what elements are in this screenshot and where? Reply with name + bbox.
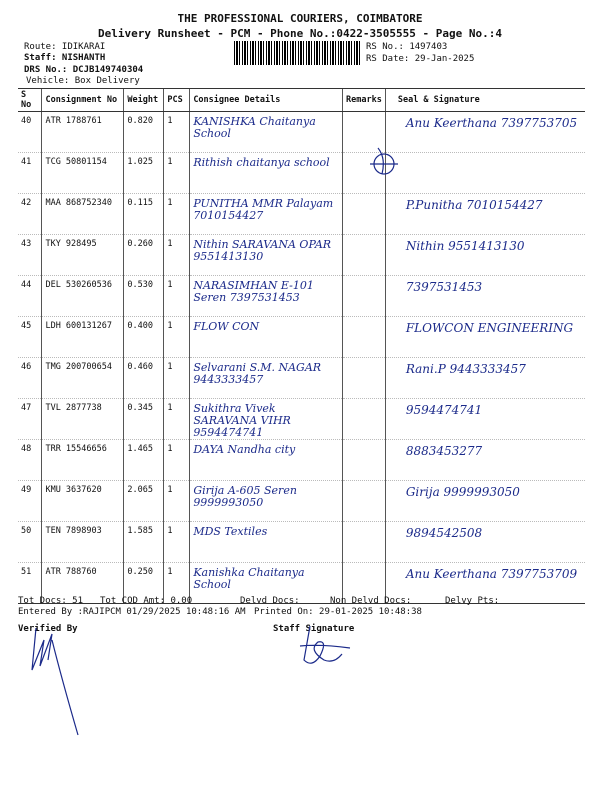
row-consignment-no: ATR 1788761 — [42, 112, 124, 153]
delvy-pts: Delvy Pts: — [445, 596, 500, 606]
col-remarks: Remarks — [343, 89, 386, 112]
row-signature: 9894542508 — [385, 522, 585, 563]
row-signature: Anu Keerthana 7397753709 — [385, 563, 585, 604]
row-consignee-details: Girija A-605 Seren 9999993050 — [190, 481, 343, 522]
col-consignee: Consignee Details — [190, 89, 343, 112]
col-sno: S No — [18, 89, 42, 112]
row-consignment-no: TEN 7898903 — [42, 522, 124, 563]
row-weight: 0.115 — [124, 194, 164, 235]
row-pcs: 1 — [164, 358, 190, 399]
row-sno: 51 — [18, 563, 42, 604]
row-signature: Anu Keerthana 7397753705 — [385, 112, 585, 153]
col-signature: Seal & Signature — [385, 89, 585, 112]
runsheet-title: Delivery Runsheet - PCM - Phone No.:0422-3505555 - Page No.:4 — [98, 27, 502, 40]
row-sno: 47 — [18, 399, 42, 440]
table-row — [18, 112, 585, 153]
row-pcs: 1 — [164, 235, 190, 276]
row-sno: 45 — [18, 317, 42, 358]
table-row — [18, 276, 585, 317]
row-pcs: 1 — [164, 194, 190, 235]
row-signature: 8883453277 — [385, 440, 585, 481]
row-signature: Nithin 9551413130 — [385, 235, 585, 276]
row-consignee-details: MDS Textiles — [190, 522, 343, 563]
row-pcs: 1 — [164, 153, 190, 194]
runsheet-table — [18, 88, 585, 604]
row-signature: 9594474741 — [385, 399, 585, 440]
row-remarks — [343, 276, 386, 317]
row-consignment-no: TVL 2877738 — [42, 399, 124, 440]
row-consignment-no: TMG 200700654 — [42, 358, 124, 399]
row-consignee-details: NARASIMHAN E-101 Seren 7397531453 — [190, 276, 343, 317]
row-remarks — [343, 235, 386, 276]
row-pcs: 1 — [164, 481, 190, 522]
row-pcs: 1 — [164, 440, 190, 481]
row-remarks — [343, 358, 386, 399]
row-pcs: 1 — [164, 276, 190, 317]
rithish-stamp-mark — [364, 144, 404, 184]
row-consignment-no: TKY 928495 — [42, 235, 124, 276]
row-pcs: 1 — [164, 563, 190, 604]
verifier-signature-mark — [22, 620, 92, 740]
row-sno: 42 — [18, 194, 42, 235]
row-sno: 41 — [18, 153, 42, 194]
row-consignee-details: Kanishka Chaitanya School — [190, 563, 343, 604]
staff-label: Staff: NISHANTH — [24, 53, 106, 63]
row-weight: 2.065 — [124, 481, 164, 522]
row-sno: 40 — [18, 112, 42, 153]
row-signature: P.Punitha 7010154427 — [385, 194, 585, 235]
row-signature: FLOWCON ENGINEERING — [385, 317, 585, 358]
staff-signature-mark — [290, 620, 360, 670]
printed-on: Printed On: 29-01-2025 10:48:38 — [254, 607, 422, 617]
row-consignee-details: Selvarani S.M. NAGAR 9443333457 — [190, 358, 343, 399]
row-signature: 7397531453 — [385, 276, 585, 317]
row-consignee-details: Rithish chaitanya school — [190, 153, 343, 194]
tot-cod: Tot COD Amt: 0.00 — [100, 596, 193, 606]
col-weight: Weight — [124, 89, 164, 112]
table-row — [18, 522, 585, 563]
drs-label: DRS No.: DCJB149740304 — [24, 65, 144, 75]
rs-no-label: RS No.: 1497403 — [366, 42, 448, 52]
row-consignee-details: DAYA Nandha city — [190, 440, 343, 481]
row-pcs: 1 — [164, 317, 190, 358]
row-remarks — [343, 481, 386, 522]
row-consignment-no: DEL 530260536 — [42, 276, 124, 317]
row-signature: Girija 9999993050 — [385, 481, 585, 522]
row-sno: 44 — [18, 276, 42, 317]
tot-docs: Tot Docs: 51 — [18, 596, 84, 606]
row-remarks — [343, 522, 386, 563]
table-row — [18, 440, 585, 481]
row-weight: 0.260 — [124, 235, 164, 276]
barcode — [234, 41, 360, 65]
col-pcs: PCS — [164, 89, 190, 112]
verified-by-label: Verified By — [18, 624, 78, 634]
rs-date-label: RS Date: 29-Jan-2025 — [366, 54, 475, 64]
row-consignment-no: ATR 788760 — [42, 563, 124, 604]
staff-signature-label: Staff Signature — [273, 624, 355, 634]
row-consignee-details: FLOW CON — [190, 317, 343, 358]
row-remarks — [343, 194, 386, 235]
table-row — [18, 235, 585, 276]
row-consignment-no: TCG 50801154 — [42, 153, 124, 194]
row-sno: 50 — [18, 522, 42, 563]
row-weight: 1.585 — [124, 522, 164, 563]
row-pcs: 1 — [164, 112, 190, 153]
row-weight: 0.250 — [124, 563, 164, 604]
row-remarks — [343, 399, 386, 440]
row-consignee-details: PUNITHA MMR Palayam 7010154427 — [190, 194, 343, 235]
delvd-docs: Delvd Docs: — [240, 596, 300, 606]
col-consignment: Consignment No — [42, 89, 124, 112]
row-signature: Rani.P 9443333457 — [385, 358, 585, 399]
row-remarks — [343, 317, 386, 358]
entered-by: Entered By :RAJIPCM 01/29/2025 10:48:16 AM — [18, 607, 246, 617]
row-sno: 46 — [18, 358, 42, 399]
vehicle-label: Vehicle: Box Delivery — [26, 76, 140, 86]
row-pcs: 1 — [164, 399, 190, 440]
row-remarks — [343, 440, 386, 481]
row-pcs: 1 — [164, 522, 190, 563]
company-title: THE PROFESSIONAL COURIERS, COIMBATORE — [177, 12, 423, 25]
row-consignee-details: Sukithra Vivek SARAVANA VIHR 9594474741 — [190, 399, 343, 440]
row-sno: 49 — [18, 481, 42, 522]
row-weight: 0.400 — [124, 317, 164, 358]
table-header-row — [18, 89, 585, 112]
row-sno: 48 — [18, 440, 42, 481]
table-row — [18, 399, 585, 440]
row-weight: 0.460 — [124, 358, 164, 399]
row-weight: 1.465 — [124, 440, 164, 481]
row-weight: 1.025 — [124, 153, 164, 194]
row-consignment-no: LDH 600131267 — [42, 317, 124, 358]
table-row — [18, 194, 585, 235]
row-consignment-no: KMU 3637620 — [42, 481, 124, 522]
table-row — [18, 481, 585, 522]
row-consignee-details: Nithin SARAVANA OPAR 9551413130 — [190, 235, 343, 276]
table-row — [18, 153, 585, 194]
row-consignment-no: MAA 868752340 — [42, 194, 124, 235]
row-consignee-details: KANISHKA Chaitanya School — [190, 112, 343, 153]
row-signature — [385, 153, 585, 194]
non-delvd-docs: Non Delvd Docs: — [330, 596, 412, 606]
row-weight: 0.345 — [124, 399, 164, 440]
row-sno: 43 — [18, 235, 42, 276]
route-label: Route: IDIKARAI — [24, 42, 106, 52]
row-weight: 0.820 — [124, 112, 164, 153]
table-row — [18, 317, 585, 358]
table-row — [18, 358, 585, 399]
row-consignment-no: TRR 15546656 — [42, 440, 124, 481]
row-weight: 0.530 — [124, 276, 164, 317]
